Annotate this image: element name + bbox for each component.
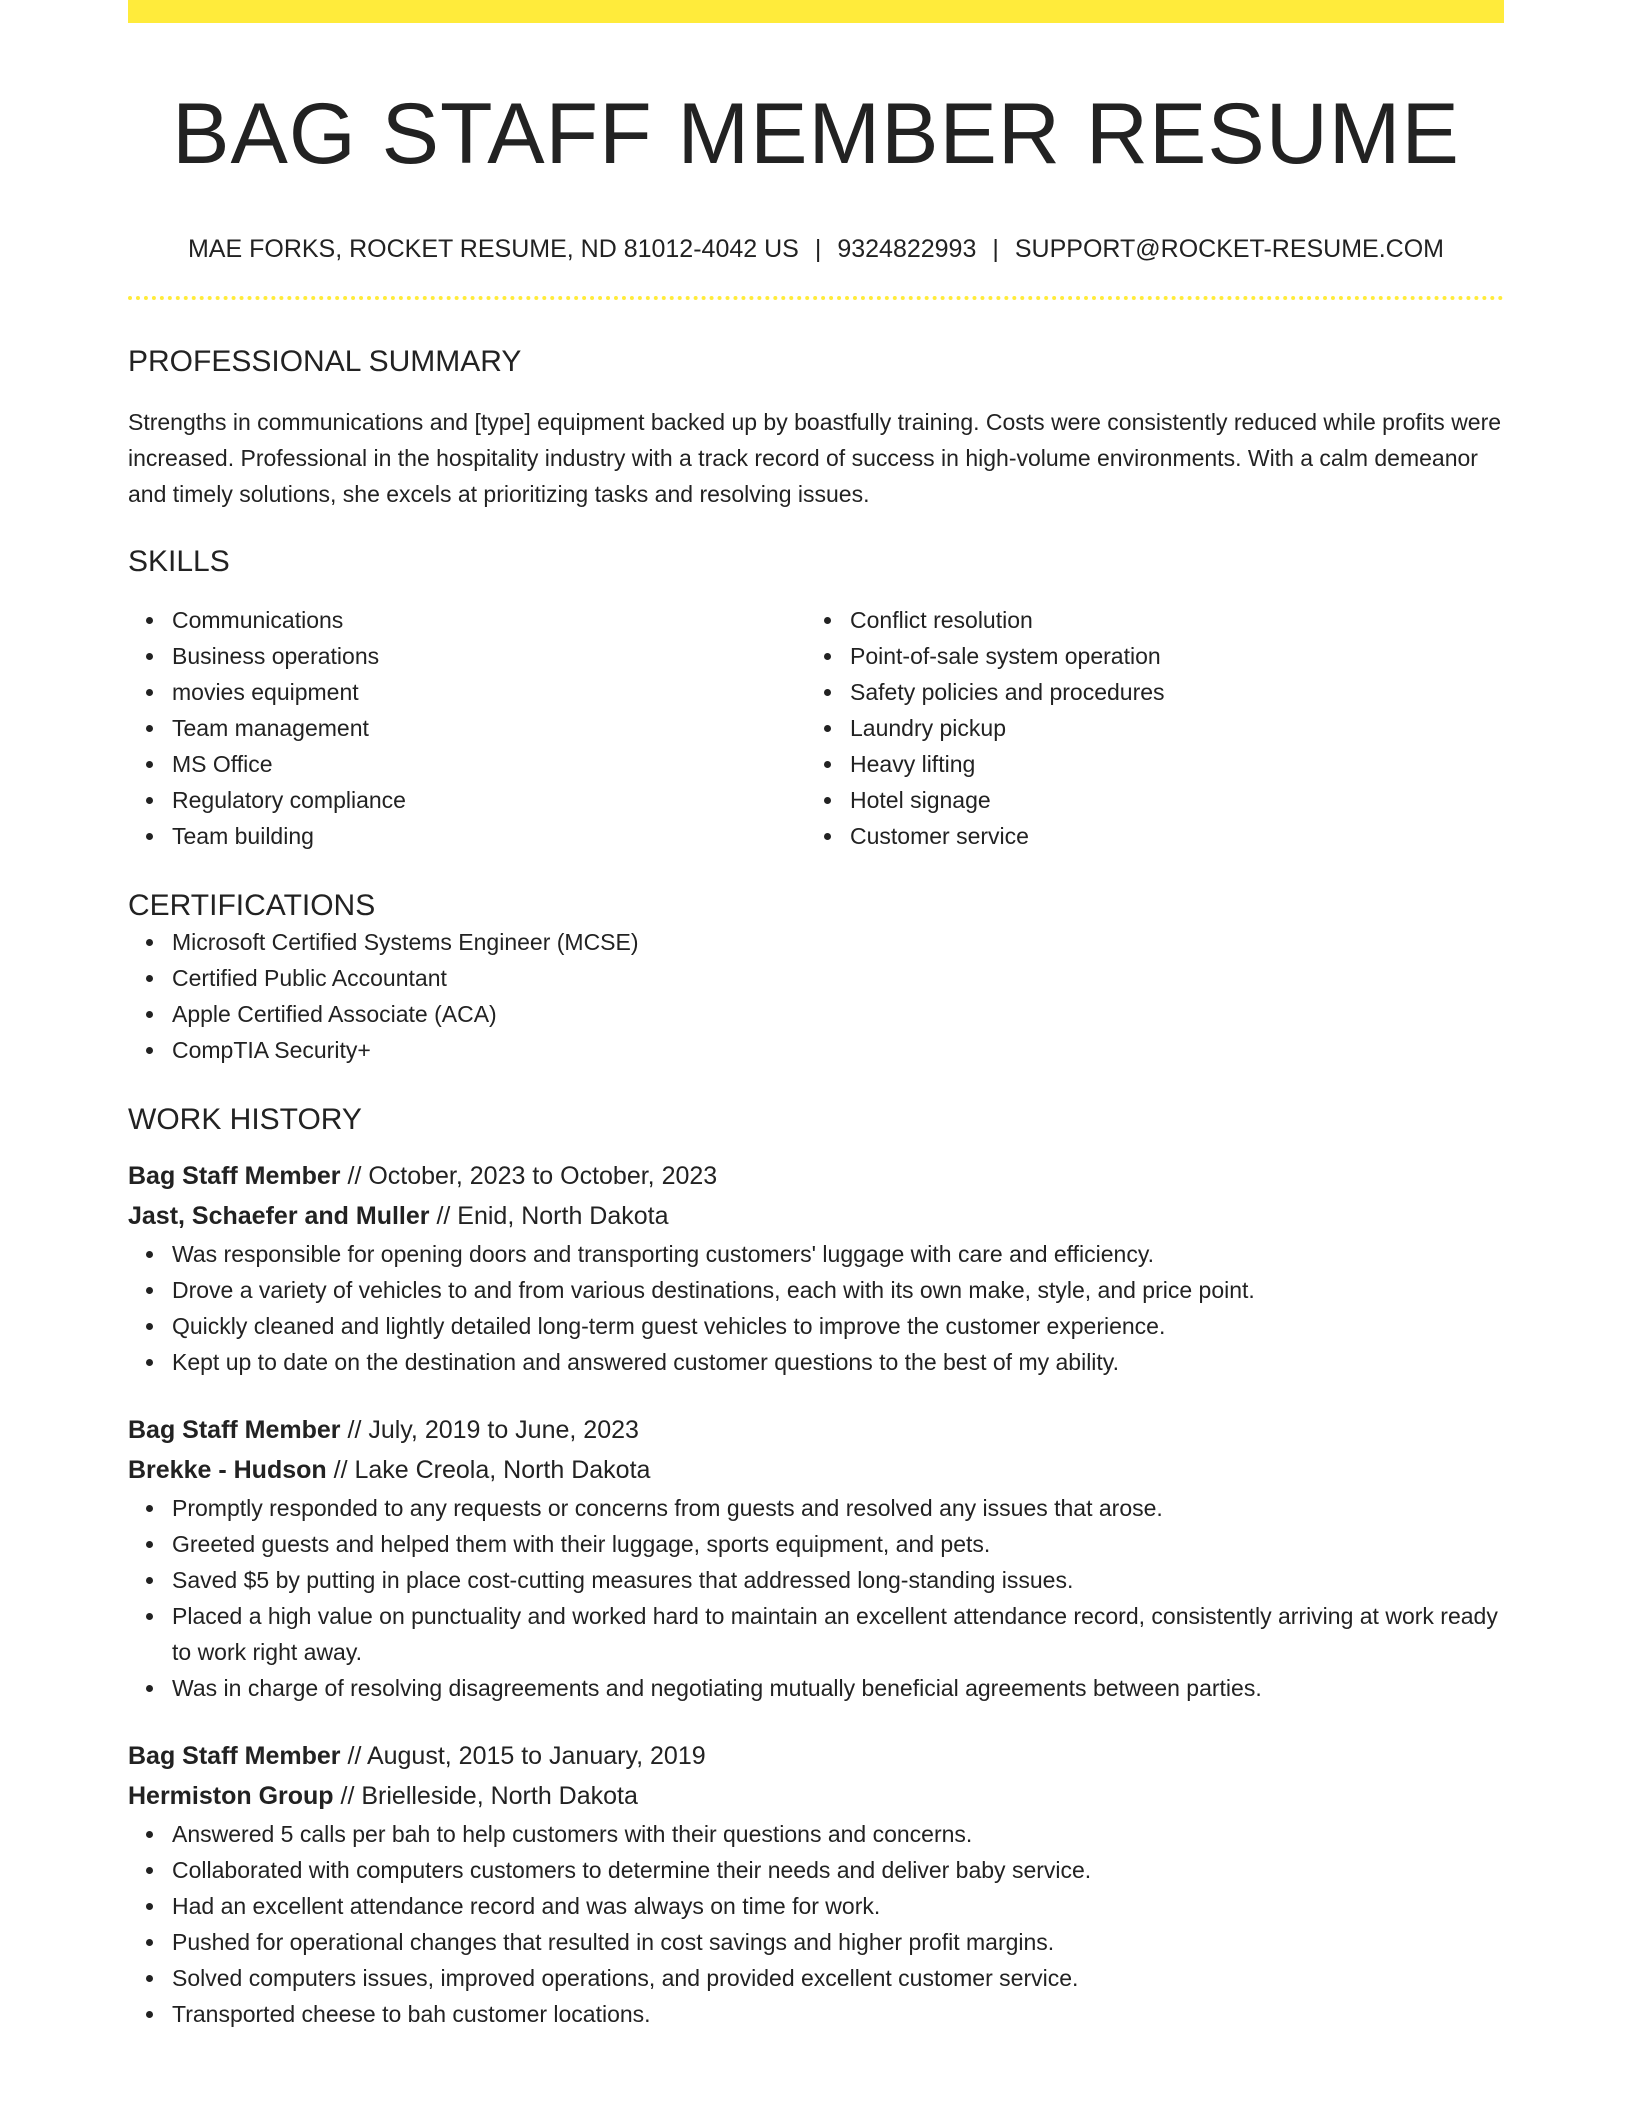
- certifications-heading: CERTIFICATIONS: [128, 889, 376, 923]
- contact-separator: |: [814, 235, 822, 264]
- job-location: // Lake Creola, North Dakota: [326, 1456, 651, 1485]
- skill-item: Regulatory compliance: [172, 782, 806, 818]
- job-duty: Placed a high value on punctuality and worked hard to maintain an excellent attendance record, consistently arriving at work ready to work right away.: [172, 1598, 1504, 1670]
- skill-item: movies equipment: [172, 674, 806, 710]
- job-duty: Had an excellent attendance record and was always on time for work.: [172, 1888, 1504, 1924]
- job-duties-list: [128, 1490, 1504, 1706]
- job-duty: Answered 5 calls per bah to help customers with their questions and concerns.: [172, 1816, 1504, 1852]
- job-duty: Drove a variety of vehicles to and from various destinations, each with its own make, style, and price point.: [172, 1272, 1504, 1308]
- job-company-line: [128, 1450, 1504, 1490]
- skill-item: Business operations: [172, 638, 806, 674]
- resume-page: [128, 0, 1504, 2032]
- skill-item: Team management: [172, 710, 806, 746]
- skill-item: Laundry pickup: [850, 710, 1484, 746]
- job-duty: Solved computers issues, improved operations, and provided excellent customer service.: [172, 1960, 1504, 1996]
- skill-item: Team building: [172, 818, 806, 854]
- skills-columns: [128, 602, 1504, 854]
- job-title: Bag Staff Member: [128, 1416, 341, 1445]
- job-duty: Quickly cleaned and lightly detailed long-term guest vehicles to improve the customer experience.: [172, 1308, 1504, 1344]
- skill-item: Conflict resolution: [850, 602, 1484, 638]
- job-location: // Enid, North Dakota: [429, 1202, 669, 1231]
- job-title: Bag Staff Member: [128, 1742, 341, 1771]
- skill-item: Heavy lifting: [850, 746, 1484, 782]
- job-dates: // July, 2019 to June, 2023: [340, 1416, 639, 1445]
- contact-phone: 9324822993: [837, 235, 977, 264]
- contact-address: MAE FORKS, ROCKET RESUME, ND 81012-4042 US: [187, 235, 799, 264]
- job-dates: // October, 2023 to October, 2023: [340, 1162, 718, 1191]
- job-duty: Pushed for operational changes that resulted in cost savings and higher profit margins.: [172, 1924, 1504, 1960]
- certifications-list: [128, 924, 1504, 1068]
- skill-item: Safety policies and procedures: [850, 674, 1484, 710]
- work-history-heading: WORK HISTORY: [128, 1103, 362, 1137]
- dotted-divider: [128, 296, 1504, 300]
- skills-list-left: [128, 602, 806, 854]
- job-duty: Was responsible for opening doors and transporting customers' luggage with care and efficiency.: [172, 1236, 1504, 1272]
- contact-line: [128, 234, 1504, 264]
- job-company: Hermiston Group: [128, 1782, 334, 1811]
- skill-item: Point-of-sale system operation: [850, 638, 1484, 674]
- accent-top-bar: [128, 0, 1504, 23]
- job-duties-list: [128, 1816, 1504, 2032]
- job-duty: Saved $5 by putting in place cost-cutting measures that addressed long-standing issues.: [172, 1562, 1504, 1598]
- summary-text: Strengths in communications and [type] equipment backed up by boastfully training. Costs were consistently reduced while profits were increased. Professional in the hospitality industry with a track record of success in high-volume environments. With a calm demeanor and timely solutions, she excels at prioritizing tasks and resolving issues.: [128, 409, 1502, 508]
- job-location: // Brielleside, North Dakota: [333, 1782, 638, 1811]
- skills-heading: SKILLS: [128, 545, 230, 579]
- job-title-line: [128, 1736, 1504, 1776]
- job-company-line: [128, 1196, 1504, 1236]
- certification-item: CompTIA Security+: [172, 1032, 1504, 1068]
- skill-item: Hotel signage: [850, 782, 1484, 818]
- job-title-line: [128, 1410, 1504, 1450]
- certification-item: Microsoft Certified Systems Engineer (MCSE): [172, 924, 1504, 960]
- job-company: Jast, Schaefer and Muller: [128, 1202, 430, 1231]
- job-title-line: [128, 1156, 1504, 1196]
- job-duty: Promptly responded to any requests or concerns from guests and resolved any issues that arose.: [172, 1490, 1504, 1526]
- job-title: Bag Staff Member: [128, 1162, 341, 1191]
- job-duty: Transported cheese to bah customer locations.: [172, 1996, 1504, 2032]
- summary-heading: PROFESSIONAL SUMMARY: [128, 345, 522, 379]
- job-dates: // August, 2015 to January, 2019: [340, 1742, 706, 1771]
- job-entry: [128, 1736, 1504, 2032]
- job-company-line: [128, 1776, 1504, 1816]
- job-duty: Greeted guests and helped them with their luggage, sports equipment, and pets.: [172, 1526, 1504, 1562]
- job-company: Brekke - Hudson: [128, 1456, 327, 1485]
- skill-item: Communications: [172, 602, 806, 638]
- job-duty: Kept up to date on the destination and answered customer questions to the best of my ability.: [172, 1344, 1504, 1380]
- certification-item: Apple Certified Associate (ACA): [172, 996, 1504, 1032]
- job-duty: Collaborated with computers customers to determine their needs and deliver baby service.: [172, 1852, 1504, 1888]
- job-entry: [128, 1410, 1504, 1706]
- contact-email: SUPPORT@ROCKET-RESUME.COM: [1014, 235, 1445, 264]
- job-duty: Was in charge of resolving disagreements and negotiating mutually beneficial agreements between parties.: [172, 1670, 1504, 1706]
- skill-item: Customer service: [850, 818, 1484, 854]
- job-entry: [128, 1156, 1504, 1380]
- skills-list-right: [806, 602, 1484, 854]
- contact-separator: |: [992, 235, 999, 264]
- certification-item: Certified Public Accountant: [172, 960, 1504, 996]
- resume-title: BAG STAFF MEMBER RESUME: [172, 86, 1460, 182]
- job-duties-list: [128, 1236, 1504, 1380]
- skill-item: MS Office: [172, 746, 806, 782]
